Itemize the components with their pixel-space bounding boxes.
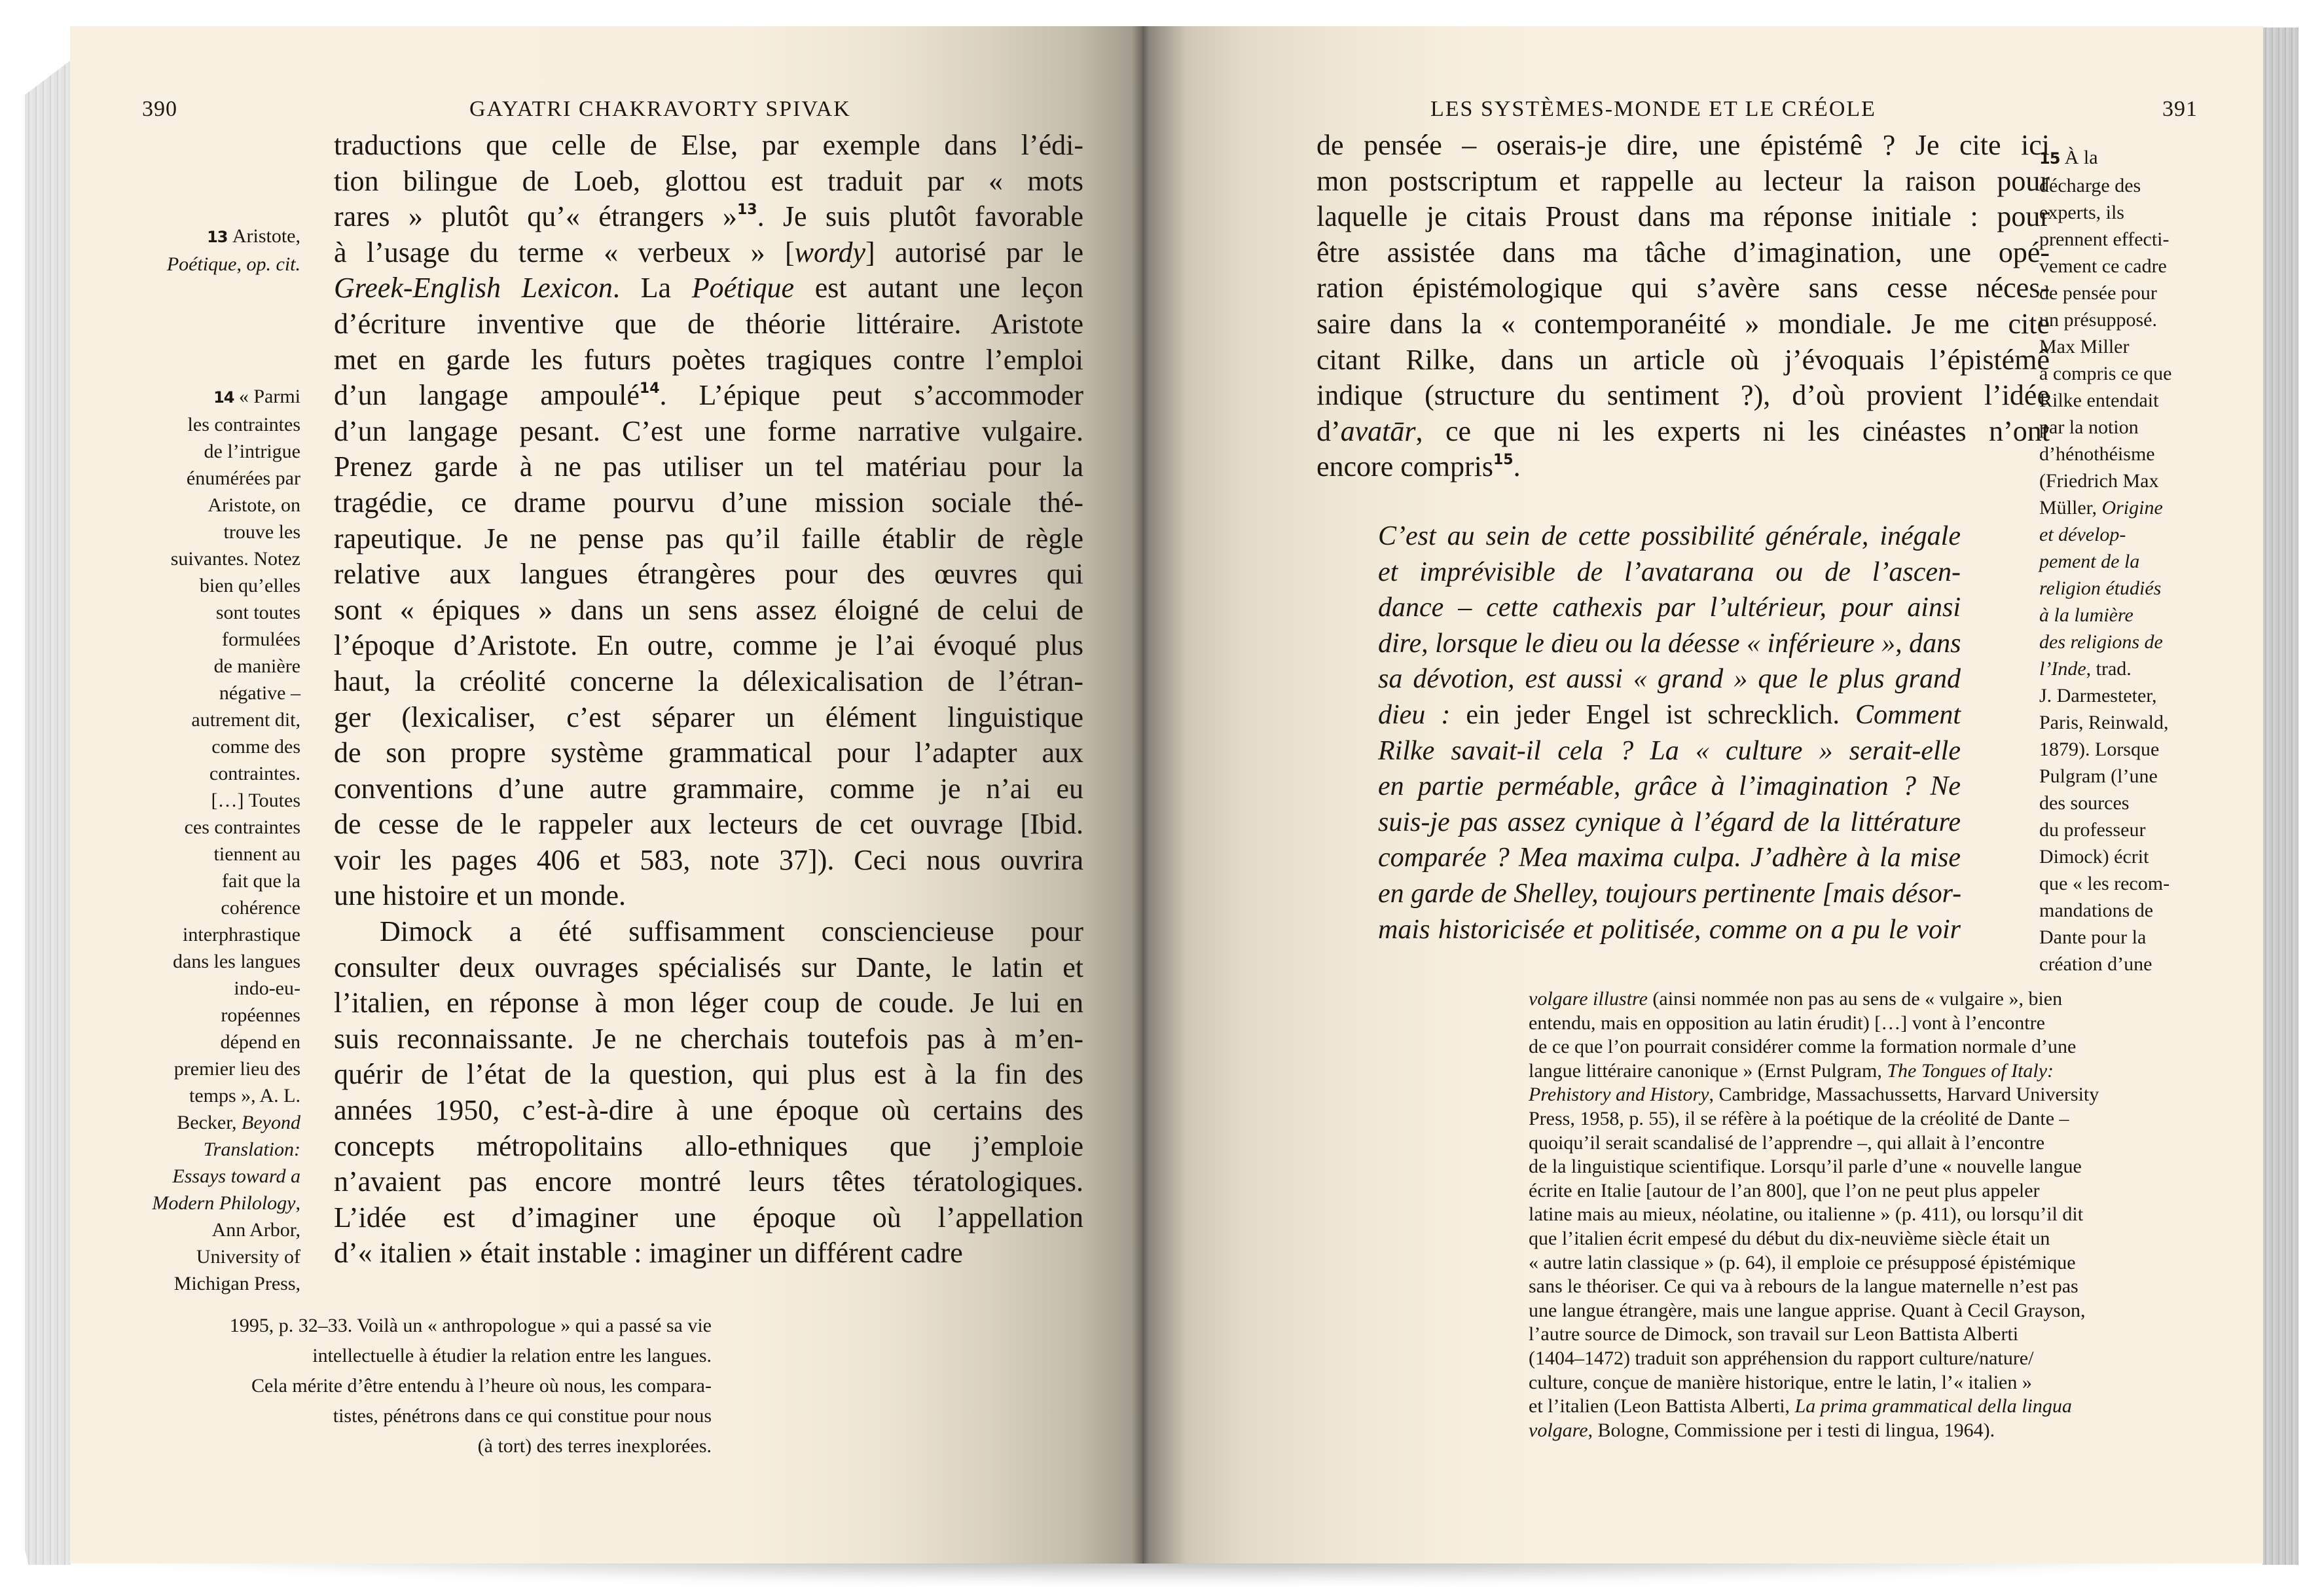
note-line: un présupposé. (2039, 309, 2157, 331)
body-line: d’écriture inventive que de théorie littéraire. Aristote (334, 307, 1083, 340)
body-line: citant Rilke, dans un article où j’évoquais l’épistémê (1316, 343, 2050, 376)
body-line: encore compris$^{15}$. (1316, 450, 1521, 483)
body-line: de pensée – oserais-je dire, une épistémê ? Je cite ici (1316, 129, 2050, 161)
note-line: Max Miller (2039, 336, 2130, 357)
body-line: ger (lexicaliser, c’est séparer un élément linguistique (334, 701, 1083, 733)
note-line: Modern Philology, (152, 1192, 300, 1214)
italic-run: Greek-English Lexicon (334, 272, 613, 304)
note-line: langue littéraire canonique » (Ernst Pulgram, The Tongues of Italy: (1529, 1059, 2054, 1082)
italic-run: l’Inde (2039, 658, 2086, 680)
note-line: tiennent au (213, 843, 300, 865)
quote-line: dire, lorsque le dieu ou la déesse « inférieure », dans (1378, 628, 1961, 659)
margin-note-14 (109, 383, 300, 1297)
italic-run: pement de la (2039, 551, 2140, 572)
note-line: 1879). Lorsque (2039, 739, 2160, 760)
note-line: 1995, p. 32–33. Voilà un « anthropologue » qui a passé sa vie (229, 1315, 712, 1336)
note-line: Ann Arbor, (211, 1219, 300, 1241)
note-line: experts, ils (2039, 202, 2124, 223)
body-line: tion bilingue de Loeb, glottou est traduit par « mots (334, 164, 1083, 197)
body-line: Dimock a été suffisamment consciencieuse pour (380, 915, 1083, 948)
note-line: trouve les (223, 521, 300, 543)
body-line: Prenez garde à ne pas utiliser un tel matériau pour la (334, 450, 1083, 483)
note-line: des sources (2039, 792, 2130, 814)
right-page-edges (2262, 27, 2298, 1565)
body-line: consulter deux ouvrages spécialisés sur Dante, le latin et (334, 951, 1083, 983)
note-line: (Friedrich Max (2039, 470, 2159, 492)
quote-line: en garde de Shelley, toujours pertinente [mais désor- (1378, 878, 1962, 909)
running-head-left: GAYATRI CHAKRAVORTY SPIVAK (469, 97, 851, 121)
body-line: mon postscriptum et rappelle au lecteur la raison pour (1316, 164, 2050, 197)
italic-run: wordy (794, 236, 866, 268)
note-line: de la linguistique scientifique. Lorsqu’il parle d’une « nouvelle langue (1529, 1156, 2082, 1178)
italic-run: La prima grammatical della lingua (1794, 1395, 2072, 1417)
note-line: a compris ce que (2039, 363, 2172, 384)
note-line: Poétique, op. cit. (166, 253, 300, 275)
body-line: d’« italien » était instable : imaginer un différent cadre (334, 1237, 963, 1270)
body-line: sont « épiques » dans un sens assez éloigné de celui de (334, 593, 1083, 626)
note-line (2039, 548, 2196, 575)
note-line: prennent effecti- (2039, 229, 2170, 250)
page-number-right: 391 (2162, 97, 2198, 121)
italic-run: Origine (2101, 497, 2163, 519)
body-line: n’avaient pas encore montré leurs têtes tératologiques. (334, 1165, 1083, 1198)
margin-note-15-continuation (1529, 987, 2190, 1442)
note-line: d’hénothéisme (2039, 443, 2155, 465)
note-line: Prehistory and History, Cambridge, Massachussetts, Harvard University (1529, 1084, 2099, 1106)
note-line: indo-eu- (234, 978, 300, 999)
footnote-ref[interactable]: 13 (736, 202, 757, 219)
note-line: fait que la (222, 870, 300, 892)
page-number-left: 390 (142, 97, 177, 121)
footnote-number: 13 (207, 228, 232, 246)
note-line: de pensée pour (2039, 282, 2157, 304)
body-line: laquelle je citais Proust dans ma réponse initiale : pour (1316, 200, 2050, 233)
note-line (2039, 602, 2196, 629)
note-line: sont toutes (215, 602, 300, 623)
note-line: Becker, Beyond (177, 1112, 300, 1133)
block-quote (1378, 519, 1961, 947)
quote-line: mais historicisée et politisée, comme on a pu le voir (1378, 914, 1961, 945)
footnote-number: 14 (213, 388, 239, 407)
quote-line: sa dévotion, est aussi « grand » que le plus grand (1378, 664, 1961, 695)
quote-line: dieu : ein jeder Engel ist schrecklich. Comment (1378, 699, 1961, 730)
margin-note-13 (122, 223, 300, 278)
roman-run: ein jeder Engel ist schrecklich. (1466, 699, 1840, 730)
note-line: et l’italien (Leon Battista Alberti, La prima grammatical della lingua (1529, 1395, 2072, 1417)
note-line: Pulgram (l’une (2039, 765, 2158, 787)
note-line: Dimock) écrit (2039, 846, 2149, 868)
body-line: années 1950, c’est-à-dire à une époque où certains des (334, 1094, 1083, 1127)
note-line: « autre latin classique » (p. 64), il emploie ce présupposé épistémique (1529, 1251, 2076, 1273)
body-line: une histoire et un monde. (334, 879, 626, 912)
note-line: culture, conçue de manière historique, entre le latin, l’« italien » (1529, 1371, 2032, 1393)
italic-run: Prehistory and History (1529, 1084, 1709, 1106)
note-line: Rilke entendait (2039, 390, 2159, 411)
note-line: 15 À la (2039, 147, 2098, 168)
note-line: écrite en Italie [autour de l’an 800], que l’on ne peut plus appeler (1529, 1179, 2040, 1201)
note-line: formulées (222, 629, 300, 650)
italic-run: Modern Philology (152, 1192, 296, 1214)
note-line: énumérées par (186, 467, 300, 489)
note-line: volgare illustre (ainsi nommée non pas au sens de « vulgaire », bien (1529, 988, 2063, 1010)
italic-run: et dévelop- (2039, 524, 2126, 545)
running-head-right: LES SYSTÈMES-MONDE ET LE CRÉOLE (1430, 97, 1876, 121)
note-line: comme des (211, 736, 300, 758)
note-line (109, 1163, 300, 1190)
note-line: de ce que l’on pourrait considérer comme la formation normale d’une (1529, 1036, 2077, 1058)
note-line: Paris, Reinwald, (2039, 712, 2169, 733)
quote-line: et imprévisible de l’avatarana ou de l’ascen- (1378, 557, 1961, 587)
note-line: (1404–1472) traduit son appréhension du rapport culture/nature/ (1529, 1347, 2034, 1369)
margin-note-14-continuation (122, 1311, 712, 1461)
body-line: de son propre système grammatical pour l’adapter aux (334, 737, 1083, 769)
note-line: […] Toutes (211, 790, 300, 811)
note-line: quoiqu’il serait scandalisé de l’apprendre –, qui allait à l’encontre (1529, 1131, 2045, 1154)
italic-run: à la lumière (2039, 604, 2133, 626)
note-line: de l’intrigue (204, 441, 300, 462)
note-line: premier lieu des (173, 1058, 300, 1080)
note-line: Müller, Origine (2039, 497, 2163, 519)
body-line: saire dans la « contemporanéité » mondiale. Je me cite (1316, 307, 2050, 340)
body-line: d’un langage pesant. C’est une forme narrative vulgaire. (334, 414, 1083, 447)
body-line: indique (structure du sentiment ?), d’où provient l’idée (1316, 379, 2050, 412)
italic-run: Translation: (203, 1139, 300, 1160)
note-line: dans les langues (173, 951, 300, 972)
note-line: sans le théoriser. Ce qui va à rebours de la langue maternelle n’est pas (1529, 1275, 2079, 1298)
italic-run: des religions de (2039, 631, 2163, 653)
note-line: temps », A. L. (189, 1085, 300, 1106)
note-line: ces contraintes (184, 816, 300, 838)
italic-run: avatār (1340, 414, 1416, 447)
note-line: Aristote, on (208, 494, 300, 516)
note-line (109, 1136, 300, 1163)
body-line: être assistée dans ma tâche d’imagination, une opé- (1316, 236, 2050, 268)
note-line: Press, 1958, p. 55), il se réfère à la poétique de la créolité de Dante – (1529, 1107, 2069, 1129)
body-line: à l’usage du terme « verbeux » [wordy] autorisé par le (334, 236, 1083, 268)
note-line: l’Inde, trad. (2039, 658, 2132, 680)
note-line: autrement dit, (191, 709, 300, 731)
note-line: J. Darmesteter, (2039, 685, 2157, 706)
body-line: relative aux langues étrangères pour des œuvres qui (334, 558, 1083, 591)
body-line: concepts métropolitains allo-ethniques que j’emploie (334, 1129, 1083, 1162)
note-line (2039, 575, 2196, 602)
right-page (1142, 26, 2263, 1564)
body-line: voir les pages 406 et 583, note 37]). Ceci nous ouvrira (334, 843, 1083, 876)
quote-line: comparée ? Mea maxima culpa. J’adhère à la mise (1378, 843, 1961, 873)
quote-line: en partie perméable, grâce à l’imagination ? Ne (1378, 771, 1961, 802)
note-line: ropéennes (221, 1004, 300, 1026)
note-line: latine mais au mieux, néolatine, ou italienne » (p. 411), ou lorsqu’il dit (1529, 1203, 2084, 1226)
note-line: dépend en (220, 1031, 300, 1053)
note-line: négative – (219, 682, 300, 704)
body-line: l’époque d’Aristote. En outre, comme je l’ai évoqué plus (334, 629, 1083, 662)
note-line: les contraintes (187, 414, 300, 435)
italic-run: Beyond (242, 1112, 300, 1133)
footnote-ref[interactable]: 15 (1493, 452, 1514, 469)
margin-note-15 (2039, 144, 2196, 978)
body-line: traductions que celle de Else, par exemple dans l’édi- (334, 129, 1083, 161)
footnote-number: 15 (2039, 149, 2065, 168)
note-line: bien qu’elles (199, 575, 300, 596)
note-line: cohérence (221, 897, 300, 919)
footnote-ref[interactable]: 14 (639, 380, 660, 397)
body-line: rapeutique. Je ne pense pas qu’il faille établir de règle (334, 522, 1083, 555)
quote-line: dance – cette cathexis par l’ultérieur, pour ainsi (1378, 593, 1961, 623)
italic-run: religion étudiés (2039, 577, 2162, 599)
note-line: que l’italien écrit empesé du début du dix-neuvième siècle était un (1529, 1227, 2050, 1249)
quote-line: Rilke savait-il cela ? La « culture » serait-elle (1378, 735, 1961, 766)
italic-run: Poétique (691, 272, 795, 304)
note-line: contraintes. (209, 763, 300, 784)
note-line: de manière (213, 655, 300, 677)
body-line: L’idée est d’imaginer une époque où l’appellation (334, 1201, 1083, 1234)
note-line: décharge des (2039, 175, 2141, 196)
body-line: met en garde les futurs poètes tragiques contre l’emploi (334, 343, 1083, 376)
note-line: une langue étrangère, mais une langue apprise. Quant à Cecil Grayson, (1529, 1299, 2086, 1321)
note-line: 14 « Parmi (213, 386, 300, 407)
note-line: vement ce cadre (2039, 255, 2167, 277)
note-line: tistes, pénétrons dans ce qui constitue pour nous (333, 1405, 712, 1427)
note-line: Dante pour la (2039, 926, 2147, 948)
note-line: l’autre source de Dimock, son travail sur Leon Battista Alberti (1529, 1323, 2019, 1345)
note-line: Cela mérite d’être entendu à l’heure où nous, les compara- (251, 1375, 712, 1397)
italic-run: volgare (1529, 1419, 1588, 1441)
note-line: University of (196, 1246, 300, 1268)
body-line: rares » plutôt qu’« étrangers »$^{13}$. Je suis plutôt favorable (334, 200, 1083, 233)
note-line: création d’une (2039, 953, 2152, 975)
body-line: ration épistémologique qui s’avère sans cesse néces- (1316, 272, 2050, 304)
note-line: mandations de (2039, 900, 2154, 921)
note-line: par la notion (2039, 416, 2139, 438)
body-line: quérir de l’état de la question, qui plus est à la fin des (334, 1058, 1083, 1091)
body-line: tragédie, ce drame pourvu d’une mission sociale thé- (334, 486, 1083, 519)
left-page-edges (25, 60, 71, 1565)
body-line: haut, la créolité concerne la délexicalisation de l’étran- (334, 665, 1083, 697)
note-line: intellectuelle à étudier la relation entre les langues. (312, 1345, 712, 1366)
right-body-text (1316, 128, 2050, 485)
left-page (70, 26, 1142, 1564)
italic-run: The Tongues of Italy: (1887, 1059, 2054, 1082)
body-line: de cesse de le rappeler aux lecteurs de cet ouvrage [Ibid. (334, 808, 1083, 841)
note-line: suivantes. Notez (170, 548, 300, 570)
body-line: Greek-English Lexicon. La Poétique est autant une leçon (334, 272, 1083, 304)
italic-run: volgare illustre (1529, 988, 1648, 1010)
note-line: interphrastique (183, 924, 300, 945)
note-line: du professeur (2039, 819, 2146, 841)
note-line: entendu, mais en opposition au latin érudit) […] vont à l’encontre (1529, 1012, 2045, 1034)
quote-line: suis-je pas assez cynique à l’égard de la littérature (1378, 807, 1961, 837)
body-line: d’un langage ampoulé$^{14}$. L’épique peut s’accommoder (334, 379, 1083, 412)
italic-run: op. cit. (246, 253, 300, 275)
body-line: d’avatār, ce que ni les experts ni les cinéastes n’ont (1316, 414, 2050, 447)
note-line: (à tort) des terres inexplorées. (477, 1435, 712, 1457)
left-body-text (334, 128, 1083, 1271)
note-line (2039, 521, 2196, 548)
note-line: que « les recom- (2039, 873, 2170, 894)
quote-line: C’est au sein de cette possibilité générale, inégale (1378, 521, 1961, 551)
body-line: conventions d’une autre grammaire, comme je n’ai eu (334, 772, 1083, 805)
italic-run: Poétique (166, 253, 237, 275)
body-line: l’italien, en réponse à mon léger coup de coude. Je lui en (334, 987, 1083, 1019)
note-line: volgare, Bologne, Commissione per i testi di lingua, 1964). (1529, 1419, 1995, 1441)
body-line: suis reconnaissante. Je ne cherchais toutefois pas à m’en- (334, 1022, 1083, 1055)
note-line (2039, 629, 2196, 655)
italic-run: Essays toward a (172, 1165, 300, 1187)
note-line: 13 Aristote, (207, 225, 300, 247)
note-line: Michigan Press, (173, 1273, 300, 1294)
